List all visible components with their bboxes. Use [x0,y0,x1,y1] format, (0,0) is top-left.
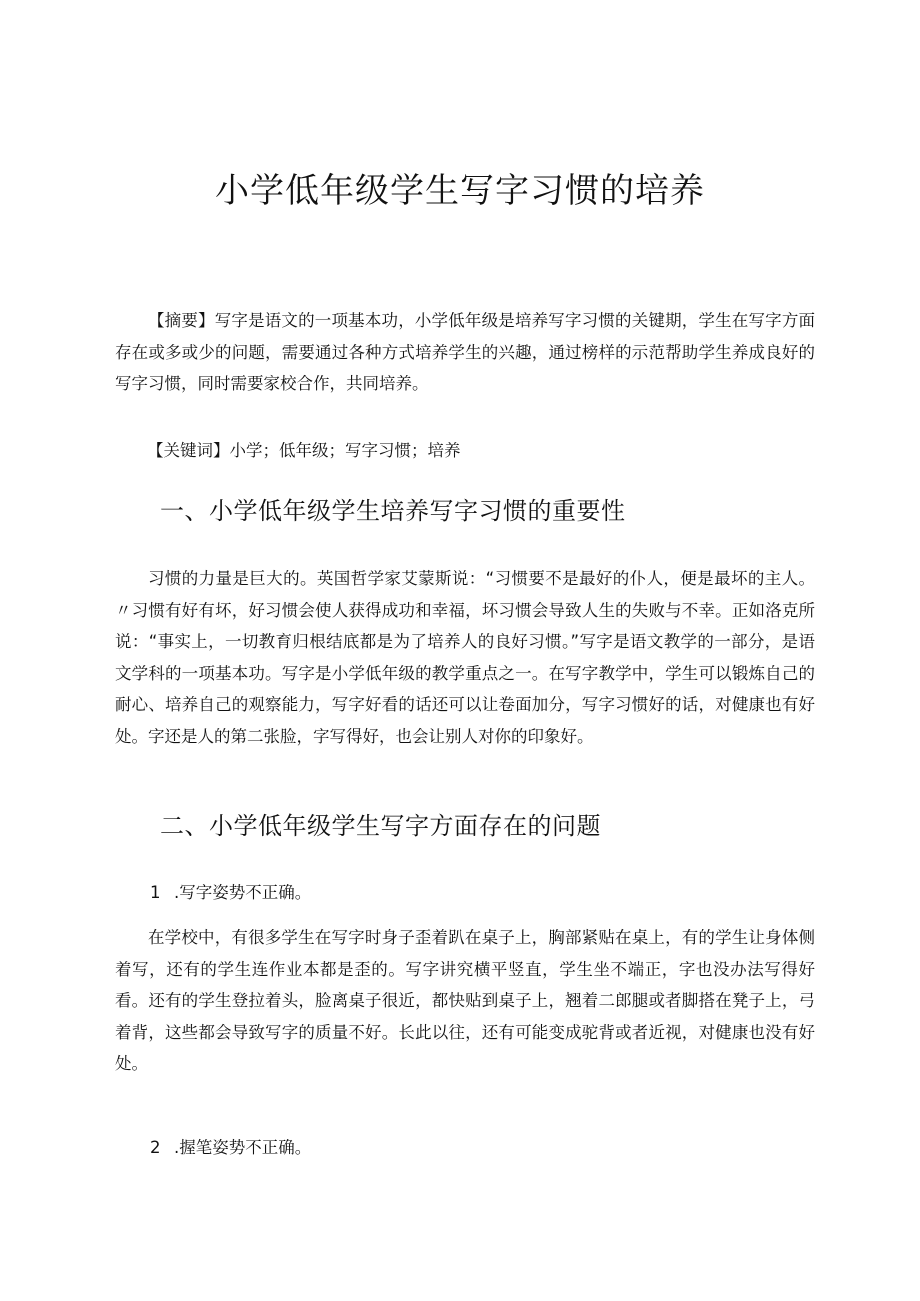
keywords-line: 【关键词】小学；低年级；写字习惯；培养 [147,441,461,460]
list-item-heading-1 [150,879,311,903]
list-item-label: .握笔姿势不正确。 [174,1138,312,1157]
list-item-heading-2 [150,1134,311,1158]
list-item-number: 2 [150,1138,161,1157]
section-1-heading: 一、小学低年级学生培养写字习惯的重要性 [160,497,626,525]
section-1-paragraph: 习惯的力量是巨大的。英国哲学家艾蒙斯说：“习惯要不是最好的仆人，便是最坏的主人。〃习惯有好有坏，好习惯会使人获得成功和幸福，坏习惯会导致人生的失败与不幸。正如洛克所说：“事实上，一切教育归根结底都是为了培养人的良好习惯。”写字是语文教学的一部分，是语文学科的一项基本功。写字是小学低年级的教学重点之一。在写字教学中，学生可以锻炼自己的耐心、培养自己的观察能力，写字好看的话还可以让卷面加分，写字习惯好的话，对健康也有好处。字还是人的第二张脸，字写得好，也会让别人对你的印象好。 [115,569,815,746]
section-2-heading: 二、小学低年级学生写字方面存在的问题 [160,812,601,840]
list-item-label: .写字姿势不正确。 [174,883,312,902]
list-item-number: 1 [150,883,161,902]
abstract-paragraph: 【摘要】写字是语文的一项基本功，小学低年级是培养写字习惯的关键期，学生在写字方面存在或多或少的问题，需要通过各种方式培养学生的兴趣，通过榜样的示范帮助学生养成良好的写字习惯，同时需要家校合作，共同培养。 [115,311,815,393]
document-title: 小学低年级学生写字习惯的培养 [215,171,705,211]
list-item-1-paragraph: 在学校中，有很多学生在写字时身子歪着趴在桌子上，胸部紧贴在桌上，有的学生让身体侧着写，还有的学生连作业本都是歪的。写字讲究横平竖直，学生坐不端正，字也没办法写得好看。还有的学生登拉着头，脸离桌子很近，都快贴到桌子上，翘着二郎腿或者脚搭在凳子上，弓着背，这些都会导致写字的质量不好。长此以往，还有可能变成驼背或者近视，对健康也没有好处。 [115,928,815,1073]
